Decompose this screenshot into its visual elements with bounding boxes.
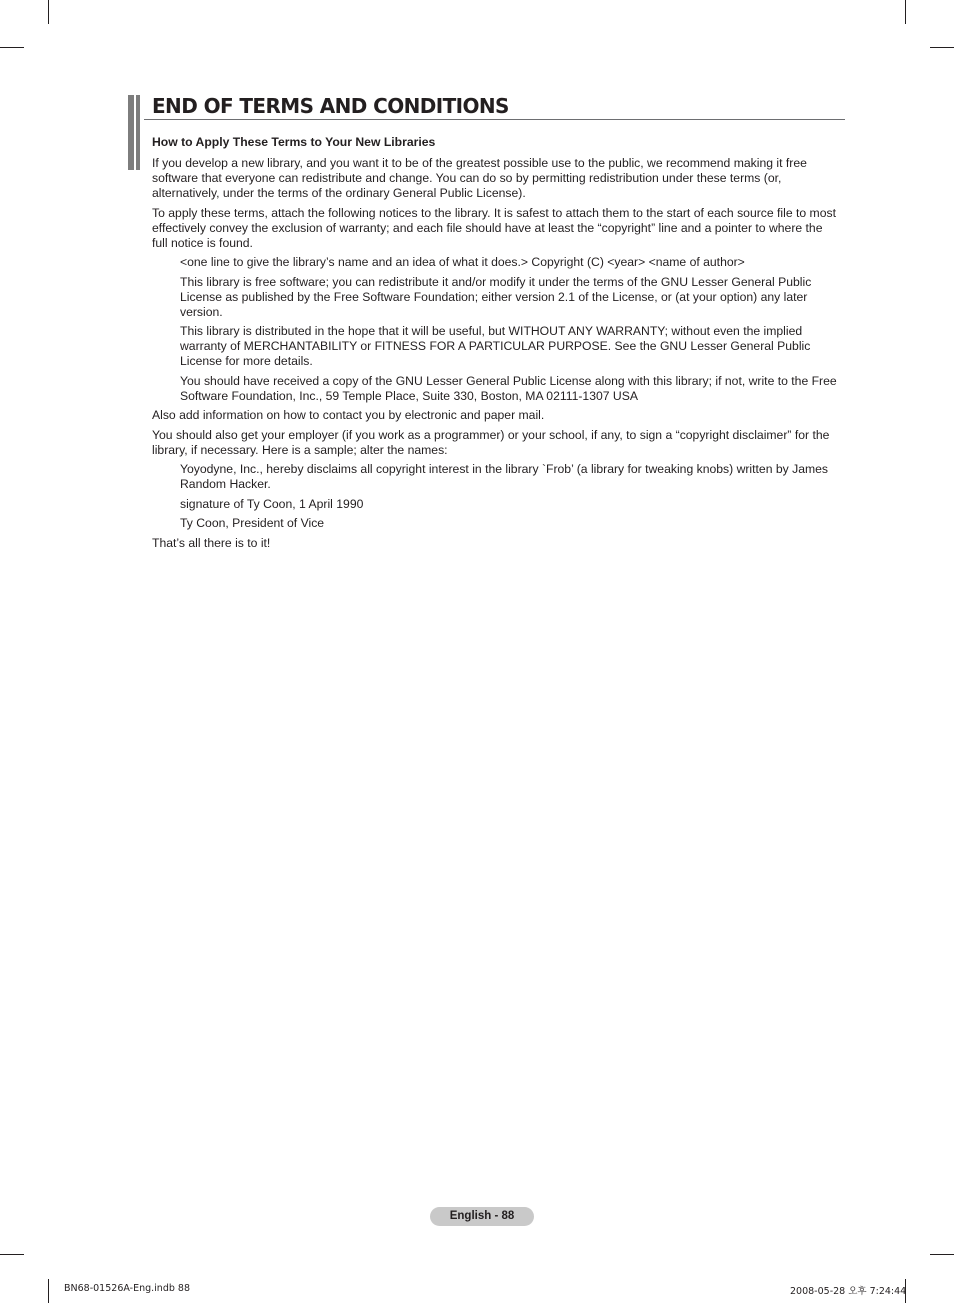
crop-mark <box>930 47 954 48</box>
paragraph: You should also get your employer (if you work as a programmer) or your school, if any, to sign a “copyright disclaimer” for the library, if necessary. Here is a sample; alter the names: <box>152 427 830 457</box>
crop-mark <box>48 0 49 24</box>
body-text <box>152 135 838 555</box>
crop-mark <box>905 0 906 24</box>
page-title: END OF TERMS AND CONDITIONS <box>152 94 509 118</box>
paragraph: To apply these terms, attach the following notices to the library. It is safest to attach them to the start of each source file to most effectively convey the exclusion of warranty; and each file should have at least the “copyright” line and a pointer to where the full notice is found. <box>152 205 836 250</box>
sample-title: Ty Coon, President of Vice <box>180 516 325 530</box>
print-timestamp: 2008-05-28 오후 7:24:44 <box>790 1286 907 1297</box>
title-rule <box>144 119 845 120</box>
notice-paragraph: This library is distributed in the hope that it will be useful, but WITHOUT ANY WARRANTY; without even the implied warranty of MERCHANTABILITY or FITNESS FOR A PARTICULAR PURPOSE. See the GNU Lesser General Public License for more details. <box>180 324 811 368</box>
page-number-badge: English - 88 <box>430 1207 534 1226</box>
notice-paragraph: This library is free software; you can redistribute it and/or modify it under the terms of the GNU Lesser General Public License as published by the Free Software Foundation; either version 2.1 of the License, or (at your option) any later version. <box>180 274 812 319</box>
print-file-name: BN68-01526A-Eng.indb 88 <box>64 1283 190 1294</box>
crop-mark <box>0 1254 24 1255</box>
crop-mark <box>48 1279 49 1303</box>
paragraph: That’s all there is to it! <box>152 535 271 550</box>
notice-paragraph: You should have received a copy of the GNU Lesser General Public License along with this library; if not, write to the Free Software Foundation, Inc., 59 Temple Place, Suite 330, Boston, MA 02111-1307 USA <box>180 373 837 403</box>
sample-disclaimer: Yoyodyne, Inc., hereby disclaims all copyright interest in the library `Frob’ (a library for tweaking knobs) written by James Random Hacker. <box>180 462 829 491</box>
paragraph: Also add information on how to contact you by electronic and paper mail. <box>152 408 545 422</box>
notice-line: <one line to give the library’s name and an idea of what it does.> Copyright (C) <year> <name of author> <box>180 255 745 269</box>
section-subheading: How to Apply These Terms to Your New Libraries <box>152 135 436 149</box>
crop-mark <box>930 1254 954 1255</box>
sample-signature: signature of Ty Coon, 1 April 1990 <box>180 496 364 511</box>
crop-mark <box>0 47 24 48</box>
paragraph: If you develop a new library, and you want it to be of the greatest possible use to the public, we recommend making it free software that everyone can redistribute and change. You can do so by permitting redistribution under these terms (or, alternatively, under the terms of the ordinary General Public License). <box>152 156 807 200</box>
